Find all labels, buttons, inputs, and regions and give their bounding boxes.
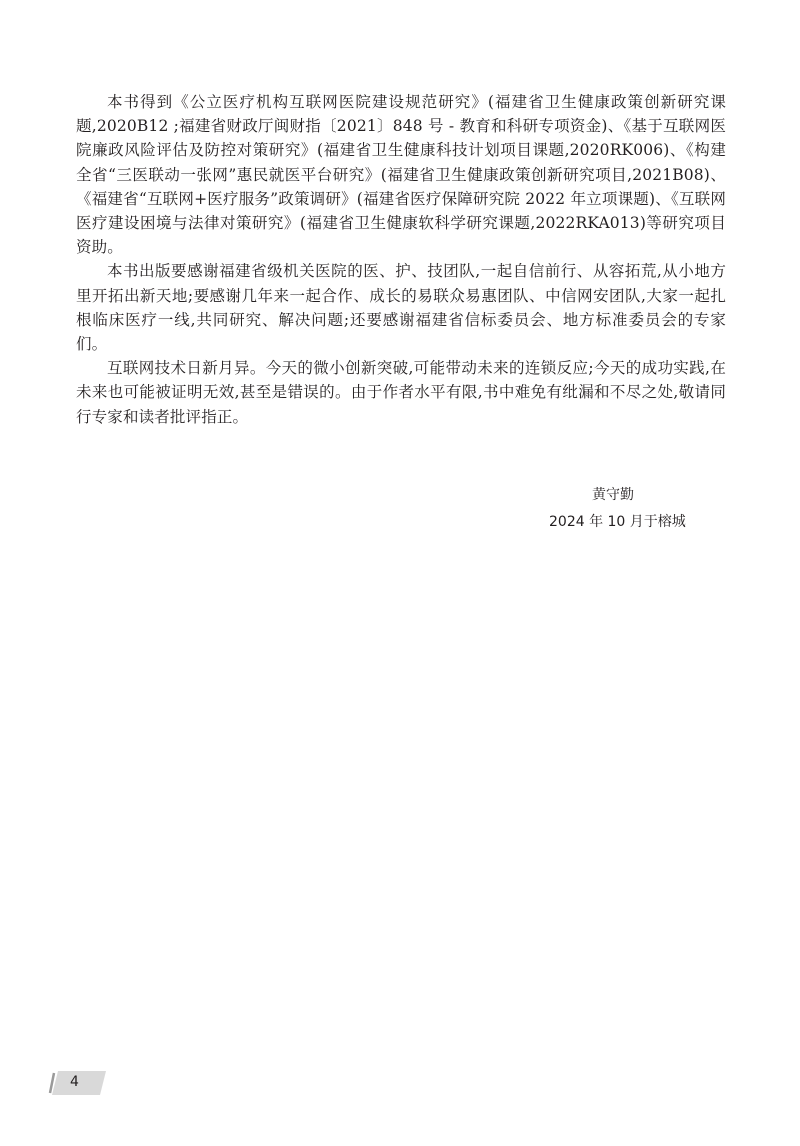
paragraph-acknowledgements: 本书出版要感谢福建省级机关医院的医、护、技团队,一起自信前行、从容拓荒,从小地方里开拓出新天地;要感谢几年来一起合作、成长的易联众易惠团队、中信网安团队,大家一起扎根临床医疗一线,共同研究、解决问题;还要感谢福建省信标委员会、地方标准委员会的专家们。	[76, 262, 726, 354]
page-number-tab	[48, 1069, 106, 1097]
page-number: 4	[70, 1074, 79, 1090]
signature-date: 2024 年 10 月于榕城	[549, 514, 686, 530]
author-signature: 黄守勤	[592, 487, 634, 503]
paragraph-funding: 本书得到《公立医疗机构互联网医院建设规范研究》(福建省卫生健康政策创新研究课题,2020B12 ;福建省财政厅闽财指〔2021〕848 号 - 教育和科研专项资金)、《基于互联网医院廉政风险评估及防控对策研究》(福建省卫生健康科技计划项目课题,2020RK006)、《构建全省“三医联动一张网”惠民就医平台研究》(福建省卫生健康政策创新研究项目,2021B08)、《福建省“互联网+医疗服务”政策调研》(福建省医疗保障研究院 2022 年立项课题)、《互联网医疗建设困境与法律对策研究》(福建省卫生健康软科学研究课题,2022RKA013)等研究项目资助。	[76, 93, 726, 257]
paragraph-closing: 互联网技术日新月异。今天的微小创新突破,可能带动未来的连锁反应;今天的成功实践,在未来也可能被证明无效,甚至是错误的。由于作者水平有限,书中难免有纰漏和不尽之处,敬请同行专家和读者批评指正。	[76, 359, 726, 426]
preface-body	[76, 90, 726, 429]
